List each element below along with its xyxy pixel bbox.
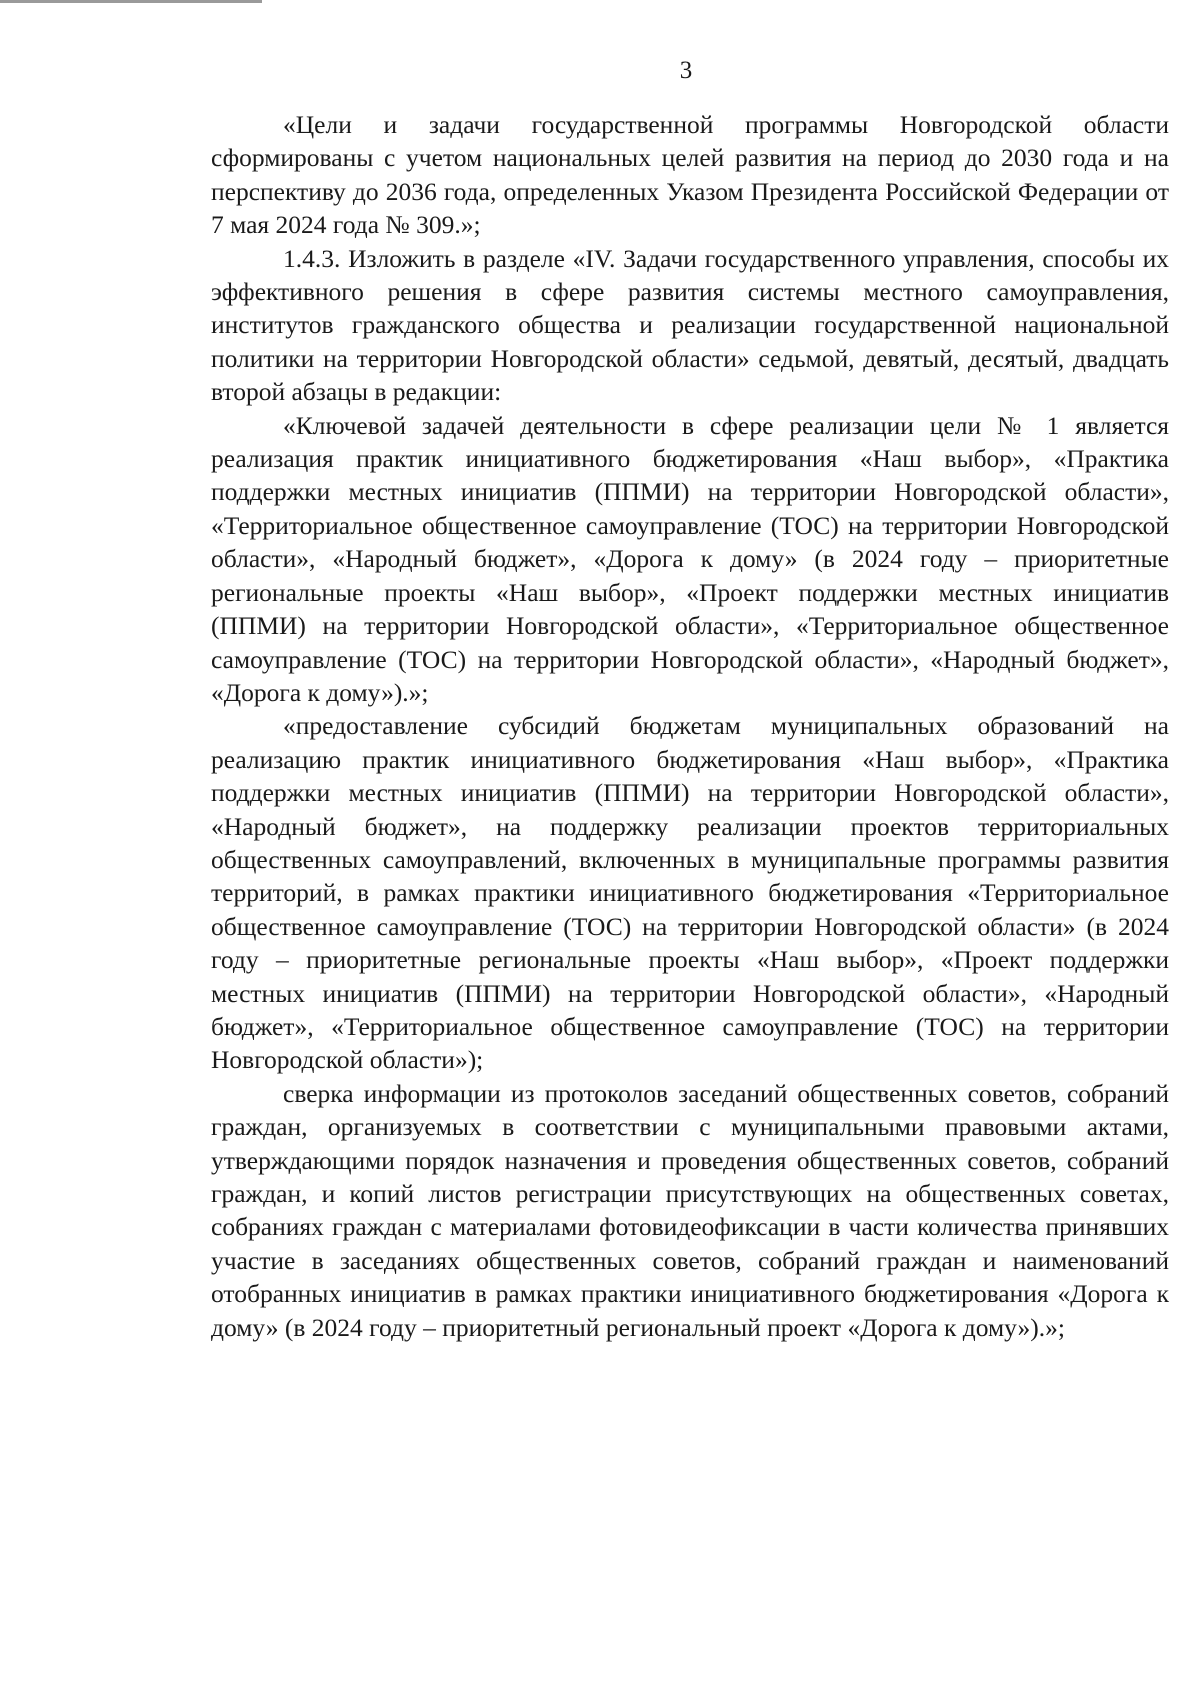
page-number: 3 (679, 57, 693, 84)
paragraph-subsidies: «предоставление субсидий бюджетам муниципальных образований на реализацию практик инициативного бюджетирования «Наш выбор», «Практика поддержки местных инициатив (ППМИ) на территории Новгородской области», «Народный бюджет», на поддержку реализации проектов территориальных общественных самоуправлений, включенных в муниципальные программы развития территорий, в рамках практики инициативного бюджетирования «Территориальное общественное самоуправление (ТОС) на территории Новгородской области» (в 2024 году – приоритетные региональные проекты «Наш выбор», «Проект поддержки местных инициатив (ППМИ) на территории Новгородской области», «Народный бюджет», «Территориальное общественное самоуправление (ТОС) на территории Новгородской области»); (211, 711, 1169, 1075)
paragraph-amendment-1-4-3: 1.4.3. Изложить в разделе «IV. Задачи государственного управления, способы их эффективного решения в сфере развития системы местного самоуправления, институтов гражданского общества и реализации государственной национальной политики на территории Новгородской области» седьмой, девятый, десятый, двадцать второй абзацы в редакции: (211, 243, 1169, 407)
paragraph-goals-statement: «Цели и задачи государственной программы Новгородской области сформированы с учетом национальных целей развития на период до 2030 года и на перспективу до 2036 года, определенных Указом Президента Российской Федерации от 7 мая 2024 года № 309.»; (211, 110, 1169, 240)
paragraph-key-task: «Ключевой задачей деятельности в сфере реализации цели № 1 является реализация практик инициативного бюджетирования «Наш выбор», «Практика поддержки местных инициатив (ППМИ) на территории Новгородской области», «Территориальное общественное самоуправление (ТОС) на территории Новгородской области», «Народный бюджет», «Дорога к дому» (в 2024 году – приоритетные региональные проекты «Наш выбор», «Проект поддержки местных инициатив (ППМИ) на территории Новгородской области», «Территориальное общественное самоуправление (ТОС) на территории Новгородской области», «Народный бюджет», «Дорога к дому»).»; (211, 410, 1169, 707)
scan-edge-mark (0, 0, 262, 3)
paragraph-verification: сверка информации из протоколов заседаний общественных советов, собраний граждан, организуемых в соответствии с муниципальными правовыми актами, утверждающими порядок назначения и проведения общественных советов, собраний граждан, и копий листов регистрации присутствующих на общественных советах, собраниях граждан с материалами фотовидеофиксации в части количества принявших участие в заседаниях общественных советов, собраний граждан и наименований отобранных инициатив в рамках практики инициативного бюджетирования «Дорога к дому» (в 2024 году – приоритетный региональный проект «Дорога к дому»).»; (211, 1078, 1169, 1342)
document-body (211, 108, 1169, 1344)
